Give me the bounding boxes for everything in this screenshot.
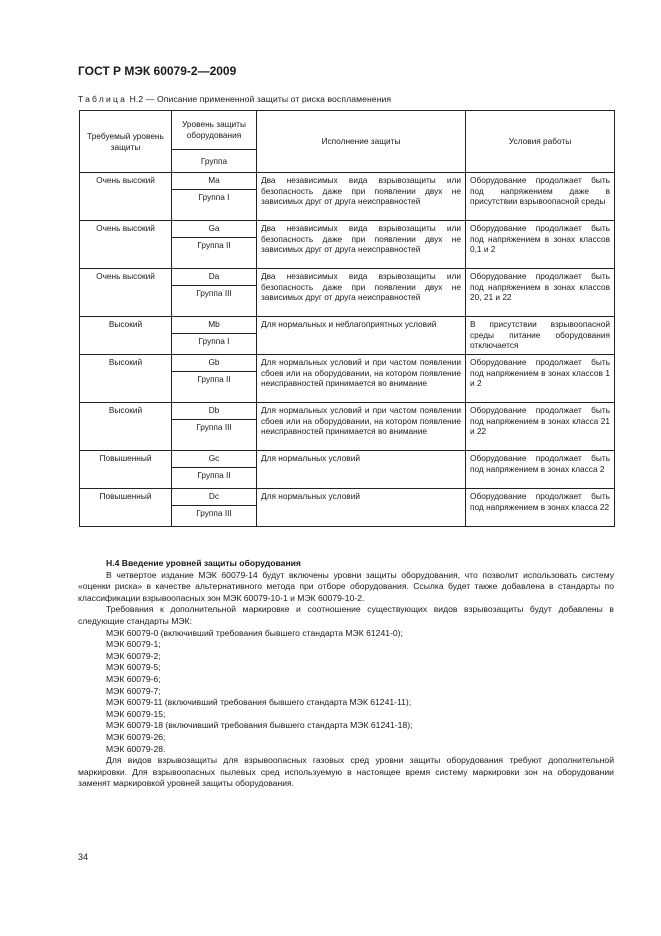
table-row (80, 451, 615, 468)
equipment-group-cell: Группа III (172, 506, 257, 527)
conditions-cell: Оборудование продолжает быть под напряжением в зонах классов 1 и 2 (466, 355, 615, 403)
protection-table (79, 110, 615, 527)
standards-list (78, 628, 614, 756)
page-number: 34 (78, 852, 89, 862)
list-item: МЭК 60079-28. (106, 743, 166, 754)
table-row (80, 221, 615, 238)
required-level-cell: Очень высокий (80, 173, 172, 221)
execution-cell: Для нормальных условий и при частом появлении сбоев или на оборудовании, на котором появление неисправностей принимается во внимание (257, 355, 466, 403)
header-execution: Исполнение защиты (257, 111, 466, 173)
table-caption-text: Н.2 — Описание примененной защиты от риска воспламенения (129, 94, 392, 104)
list-item: МЭК 60079-15; (106, 708, 166, 719)
execution-cell: Для нормальных условий (257, 451, 466, 489)
equipment-level-code: Ma (172, 173, 257, 190)
required-level-cell: Высокий (80, 355, 172, 403)
conditions-cell: Оборудование продолжает быть под напряжением в зонах классов 20, 21 и 22 (466, 269, 615, 317)
list-item: МЭК 60079-26; (106, 731, 166, 742)
execution-cell: Два независимых вида взрывозащиты или безопасность даже при появлении двух не зависимых друг от друга неисправностей (257, 173, 466, 221)
equipment-level-code: Da (172, 269, 257, 286)
list-item: МЭК 60079-18 (включивший требования бывшего стандарта МЭК 61241-18); (106, 720, 413, 731)
equipment-group-cell: Группа III (172, 286, 257, 317)
equipment-group-cell: Группа I (172, 334, 257, 355)
equipment-level-code: Gb (172, 355, 257, 372)
conditions-cell: Оборудование продолжает быть под напряжением в зонах класса 21 и 22 (466, 403, 615, 451)
paragraph: В четвертое издание МЭК 60079-14 будут включены уровни защиты оборудования, что позволит использовать систему «оценки риска» в качестве альтернативного метода при отборе оборудования. Ссылка будет также добавлена в стандарты по классификации взрывоопасных зон МЭК 60079-10-1 и МЭК 60079-10-2. (78, 569, 614, 603)
required-level-cell: Повышенный (80, 451, 172, 489)
equipment-level-code: Ga (172, 221, 257, 238)
execution-cell: Для нормальных условий и при частом появлении сбоев или на оборудовании, на котором появление неисправностей принимается во внимание (257, 403, 466, 451)
required-level-cell: Повышенный (80, 489, 172, 527)
list-item: МЭК 60079-1; (106, 639, 161, 650)
list-item: МЭК 60079-0 (включивший требования бывшего стандарта МЭК 61241-0); (106, 627, 403, 638)
execution-cell: Два независимых вида взрывозащиты или безопасность даже при появлении двух не зависимых друг от друга неисправностей (257, 269, 466, 317)
header-level: Требуемый уровень защиты (80, 111, 172, 173)
table-row (80, 355, 615, 372)
required-level-cell: Высокий (80, 403, 172, 451)
equipment-group-cell: Группа II (172, 372, 257, 403)
header-equipment: Уровень защиты оборудования (172, 111, 257, 150)
header-group: Группа (172, 150, 257, 173)
conditions-cell: Оборудование продолжает быть под напряжением в зонах классов 0,1 и 2 (466, 221, 615, 269)
table-body (80, 173, 615, 527)
table-row (80, 489, 615, 506)
equipment-group-cell: Группа II (172, 468, 257, 489)
conditions-cell: Оборудование продолжает быть под напряжением даже в присутствии взрывоопасной среды (466, 173, 615, 221)
list-item: МЭК 60079-5; (106, 662, 161, 673)
table-header-row (80, 111, 615, 150)
execution-cell: Для нормальных и неблагоприятных условий (257, 317, 466, 355)
paragraph: Для видов взрывозащиты для взрывоопасных газовых сред уровни защиты оборудования требуют дополнительной маркировки. Для взрывоопасных пылевых сред используемую в настоящее время систему маркировки зон на оборудовании заменят маркировкой уровней защиты оборудования. (78, 755, 614, 789)
conditions-cell: В присутствии взрывоопасной среды питание оборудования отключается (466, 317, 615, 355)
table-caption-label: Таблица (78, 94, 128, 104)
equipment-level-code: Mb (172, 317, 257, 334)
equipment-group-cell: Группа III (172, 420, 257, 451)
execution-cell: Для нормальных условий (257, 489, 466, 527)
header-conditions: Условия работы (466, 111, 615, 173)
conditions-cell: Оборудование продолжает быть под напряжением в зонах класса 2 (466, 451, 615, 489)
list-item: МЭК 60079-6; (106, 673, 161, 684)
list-item: МЭК 60079-11 (включивший требования бывшего стандарта МЭК 61241-11); (106, 697, 412, 708)
required-level-cell: Очень высокий (80, 269, 172, 317)
table-row (80, 269, 615, 286)
table-row (80, 317, 615, 334)
required-level-cell: Высокий (80, 317, 172, 355)
table-row (80, 403, 615, 420)
equipment-group-cell: Группа I (172, 190, 257, 221)
required-level-cell: Очень высокий (80, 221, 172, 269)
equipment-level-code: Db (172, 403, 257, 420)
equipment-level-code: Dc (172, 489, 257, 506)
list-item: МЭК 60079-7; (106, 685, 161, 696)
conditions-cell: Оборудование продолжает быть под напряжением в зонах класса 22 (466, 489, 615, 527)
table-caption (78, 94, 391, 104)
table-row (80, 173, 615, 190)
equipment-level-code: Gc (172, 451, 257, 468)
paragraph: Требования к дополнительной маркировке и соотношение существующих видов взрывозащиты будут добавлены в следующие стандарты МЭК: (78, 604, 614, 626)
section-h4 (78, 558, 614, 790)
page-header: ГОСТ Р МЭК 60079-2—2009 (78, 64, 237, 78)
section-heading: Н.4 Введение уровней защиты оборудования (106, 558, 301, 568)
list-item: МЭК 60079-2; (106, 650, 161, 661)
execution-cell: Два независимых вида взрывозащиты или безопасность даже при появлении двух не зависимых друг от друга неисправностей (257, 221, 466, 269)
equipment-group-cell: Группа II (172, 238, 257, 269)
